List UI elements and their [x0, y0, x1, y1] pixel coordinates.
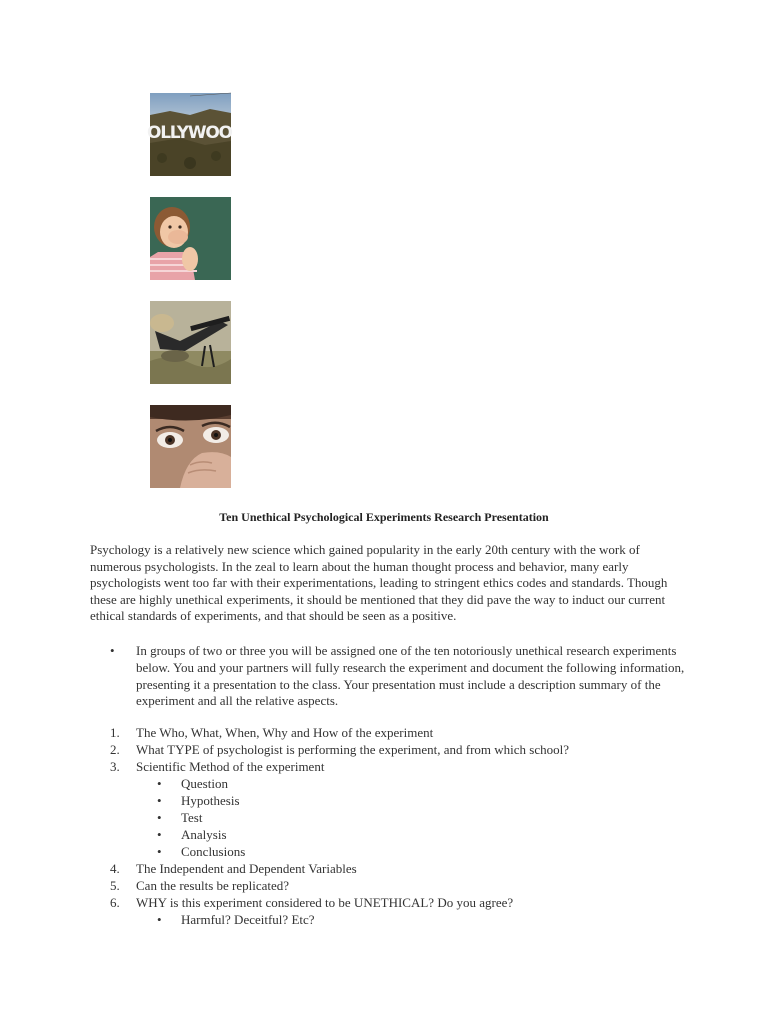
sub-list-item: [90, 809, 690, 826]
bullet-marker: •: [157, 827, 162, 842]
list-text: What TYPE of psychologist is performing the experiment, and from which school?: [136, 742, 569, 757]
list-item: [90, 877, 690, 894]
bullet-marker: •: [157, 810, 162, 825]
bullet-marker: •: [157, 912, 162, 927]
list-text: WHY is this experiment considered to be UNETHICAL? Do you agree?: [136, 895, 514, 910]
sub-list-item: [90, 792, 690, 809]
bullet-marker: •: [157, 844, 162, 859]
list-number: 2.: [110, 742, 120, 757]
sub-list-text: Harmful? Deceitful? Etc?: [181, 912, 315, 927]
hollywood-sign-letters: OLLYWOO: [147, 123, 233, 143]
list-item: [90, 860, 690, 877]
sub-list-item: [90, 911, 690, 928]
list-text: The Independent and Dependent Variables: [136, 861, 357, 876]
sub-list-text: Test: [181, 810, 203, 825]
sub-list-item: [90, 843, 690, 860]
list-item: [90, 758, 690, 775]
bullet-marker: •: [157, 793, 162, 808]
scared-face-photo: [150, 405, 231, 488]
requirements-list: [90, 724, 690, 928]
sub-list-text: Analysis: [181, 827, 227, 842]
sub-list-text: Conclusions: [181, 844, 246, 859]
sub-list-text: Question: [181, 776, 228, 791]
list-number: 1.: [110, 725, 120, 740]
list-number: 6.: [110, 895, 120, 910]
bullet-text: In groups of two or three you will be assigned one of the ten notoriously unethical research experiments below. You and your partners will fully research the experiment and document the following information, presenting it a presentation to the class. Your presentation must include a description summary of the experiment and all the relative aspects.: [136, 643, 685, 709]
sub-list-item: [90, 826, 690, 843]
list-number: 3.: [110, 759, 120, 774]
sub-list-text: Hypothesis: [181, 793, 240, 808]
list-number: 4.: [110, 861, 120, 876]
list-item: [90, 894, 690, 911]
list-number: 5.: [110, 878, 120, 893]
list-item: [90, 724, 690, 741]
bullet-marker: •: [110, 643, 115, 658]
list-item: [90, 741, 690, 758]
list-text: Can the results be replicated?: [136, 878, 290, 893]
soldier-rifle-icon: [150, 301, 231, 384]
hollywood-sign-photo: [147, 93, 233, 176]
intro-paragraph: Psychology is a relatively new science which gained popularity in the early 20th century with the work of numerous psychologists. In the zeal to learn about the human thought process and behavior, many early psychologists went too far with their experimentations, leading to stringent ethics codes and standards. Though these are highly unethical experiments, it should be mentioned that they did pave the way to induct our current ethical standards of experiments, and that should be seen as a positive.: [90, 542, 668, 623]
list-text: The Who, What, When, Why and How of the experiment: [136, 725, 434, 740]
soldier-rifle-photo: [150, 301, 231, 384]
assignment-bullet: [90, 643, 690, 710]
list-text: Scientific Method of the experiment: [136, 759, 325, 774]
shocked-child-photo: [150, 197, 231, 280]
bullet-marker: •: [157, 776, 162, 791]
scared-face-icon: [150, 405, 231, 488]
page-title: Ten Unethical Psychological Experiments Research Presentation: [219, 510, 549, 524]
shocked-child-icon: [150, 197, 231, 280]
list-item: [90, 643, 690, 710]
hollywood-sign-icon: [147, 93, 233, 176]
sub-list-item: [90, 775, 690, 792]
